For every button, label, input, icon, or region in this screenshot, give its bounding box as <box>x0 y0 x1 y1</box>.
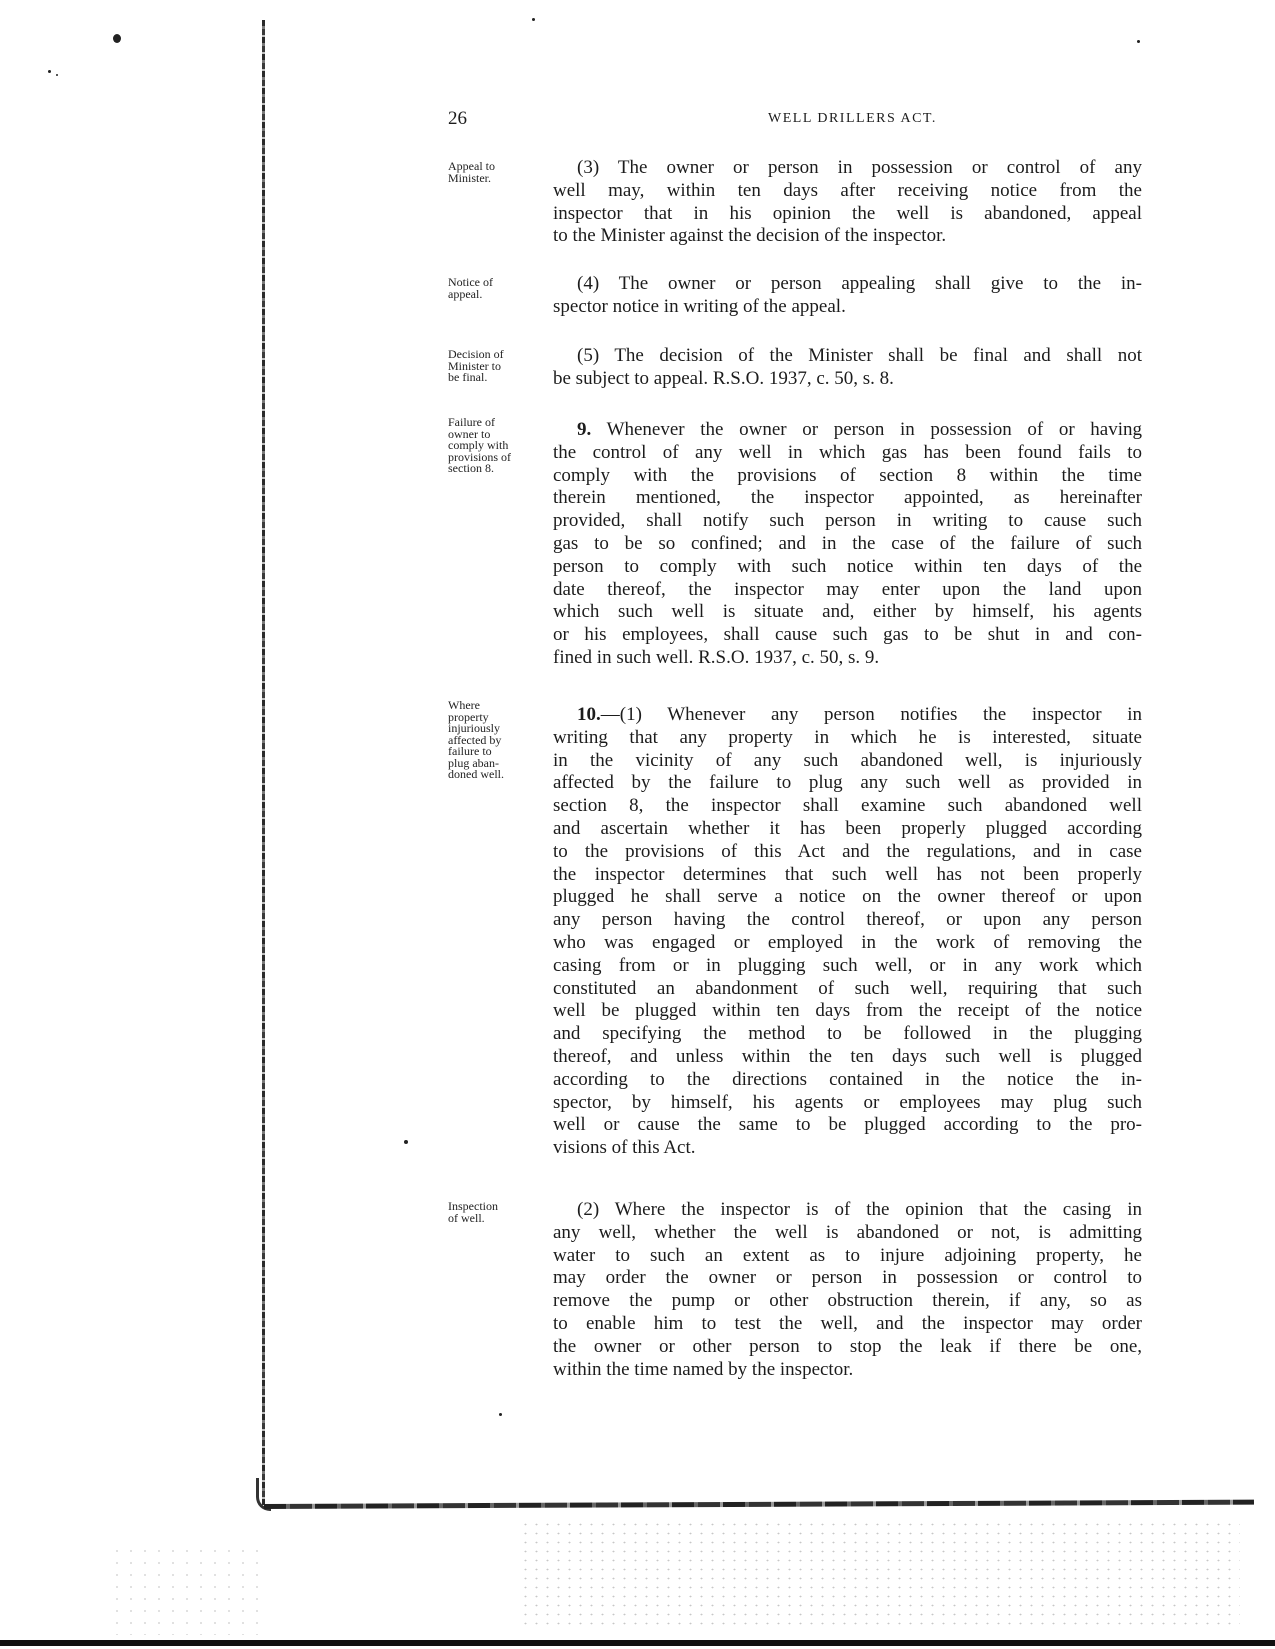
page-edge-bottom <box>264 1500 1254 1509</box>
scan-noise-left <box>110 1545 270 1635</box>
paragraph-appeal-to-minister <box>553 157 1142 248</box>
text-line: 9. Whenever the owner or person in possession of or having <box>577 419 1142 440</box>
text-line: (2) Where the inspector is of the opinion that the casing in <box>577 1199 1142 1220</box>
text-line: comply with the provisions of section 8 within the time <box>553 464 1142 486</box>
text-line: within the time named by the inspector. <box>553 1358 854 1380</box>
text-line: to the Minister against the decision of the inspector. <box>553 225 947 247</box>
scan-speck <box>532 18 535 21</box>
text-line: plugged he shall serve a notice on the owner thereof or upon <box>553 886 1142 908</box>
text-line: to the provisions of this Act and the regulations, and in case <box>553 840 1142 862</box>
paragraph-notice-of-appeal <box>553 273 1142 319</box>
margin-note-property-affected: Where property injuriously affected by failure to plug aban- doned well. <box>448 698 504 781</box>
text-line: or his employees, shall cause such gas to be shut in and con- <box>553 624 1142 646</box>
text-line: (3) The owner or person in possession or control of any <box>577 157 1142 178</box>
text-line: person to comply with such notice within ten days of the <box>553 555 1142 577</box>
text-line: be subject to appeal. R.S.O. 1937, c. 50, s. 8. <box>553 367 894 389</box>
paragraph-decision-final <box>553 345 1142 391</box>
text-line: casing from or in plugging such well, or in any work which <box>553 954 1142 976</box>
page-number: 26 <box>448 108 467 129</box>
text-line: the inspector determines that such well has not been properly <box>553 863 1142 885</box>
scan-speck <box>1137 40 1140 43</box>
scan-noise <box>520 1520 1240 1630</box>
scan-bottom-bar <box>0 1640 1275 1646</box>
text-line: gas to be so confined; and in the case of the failure of such <box>553 532 1142 554</box>
text-line: according to the directions contained in the notice the in- <box>553 1068 1142 1090</box>
margin-note-inspection-of-well: Inspection of well. <box>448 1199 498 1225</box>
text-line: thereof, and unless within the ten days such well is plugged <box>553 1045 1142 1067</box>
section-number: 10. <box>577 704 601 725</box>
text-line: well or cause the same to be plugged according to the pro- <box>553 1114 1142 1136</box>
text-line: remove the pump or other obstruction therein, if any, so as <box>553 1290 1142 1312</box>
text-line: 10.—(1) Whenever any person notifies the inspector in <box>577 704 1142 725</box>
text-line: (5) The decision of the Minister shall be final and shall not <box>577 345 1142 366</box>
page-edge-left <box>262 20 265 1505</box>
text-line: (4) The owner or person appealing shall give to the in- <box>577 273 1142 294</box>
scan-speck <box>48 70 51 73</box>
scan-speck <box>404 1140 408 1144</box>
text-line: spector, by himself, his agents or employees may plug such <box>553 1091 1142 1113</box>
text-line: any well, whether the well is abandoned or not, is admitting <box>553 1221 1142 1243</box>
text-line: and ascertain whether it has been properly plugged according <box>553 817 1142 839</box>
text-line: fined in such well. R.S.O. 1937, c. 50, s. 9. <box>553 646 880 668</box>
scan-speck <box>499 1413 502 1416</box>
paragraph-section-10-1 <box>553 704 1142 1160</box>
scan-speck <box>113 34 121 43</box>
text-line: constituted an abandonment of such well, requiring that such <box>553 977 1142 999</box>
text-line: writing that any property in which he is interested, situate <box>553 726 1142 748</box>
page-header <box>448 108 1148 134</box>
running-head: WELL DRILLERS ACT. <box>768 111 937 126</box>
text-line: the control of any well in which gas has been found fails to <box>553 441 1142 463</box>
text-line: which such well is situate and, either by himself, his agents <box>553 601 1142 623</box>
margin-note-notice-of-appeal: Notice of appeal. <box>448 275 493 301</box>
margin-note-decision-final: Decision of Minister to be final. <box>448 347 504 384</box>
text-line: well may, within ten days after receiving notice from the <box>553 179 1142 201</box>
text-line: inspector that in his opinion the well is abandoned, appeal <box>553 202 1142 224</box>
margin-note-failure-to-comply: Failure of owner to comply with provisions of section 8. <box>448 415 511 475</box>
text-line: spector notice in writing of the appeal. <box>553 295 846 317</box>
text-line: water to such an extent as to injure adjoining property, he <box>553 1244 1142 1266</box>
text-line: therein mentioned, the inspector appointed, as hereinafter <box>553 487 1142 509</box>
text-line: affected by the failure to plug any such well as provided in <box>553 772 1142 794</box>
text-line: provided, shall notify such person in writing to cause such <box>553 510 1142 532</box>
text-line: visions of this Act. <box>553 1137 696 1159</box>
text-line: may order the owner or person in possession or control to <box>553 1267 1142 1289</box>
paragraph-section-9 <box>553 419 1142 670</box>
section-number: 9. <box>577 419 592 440</box>
scan-speck <box>56 74 58 76</box>
text-line: in the vicinity of any such abandoned well, is injuriously <box>553 749 1142 771</box>
text-line: who was engaged or employed in the work of removing the <box>553 931 1142 953</box>
text-line: to enable him to test the well, and the inspector may order <box>553 1312 1142 1334</box>
paragraph-section-10-2 <box>553 1199 1142 1381</box>
text-line: the owner or other person to stop the leak if there be one, <box>553 1335 1142 1357</box>
margin-note-appeal-to-minister: Appeal to Minister. <box>448 159 495 185</box>
text-line: any person having the control thereof, or upon any person <box>553 909 1142 931</box>
text-line: section 8, the inspector shall examine such abandoned well <box>553 795 1142 817</box>
text-line: and specifying the method to be followed in the plugging <box>553 1023 1142 1045</box>
text-line: date thereof, the inspector may enter upon the land upon <box>553 578 1142 600</box>
text-line: well be plugged within ten days from the receipt of the notice <box>553 1000 1142 1022</box>
